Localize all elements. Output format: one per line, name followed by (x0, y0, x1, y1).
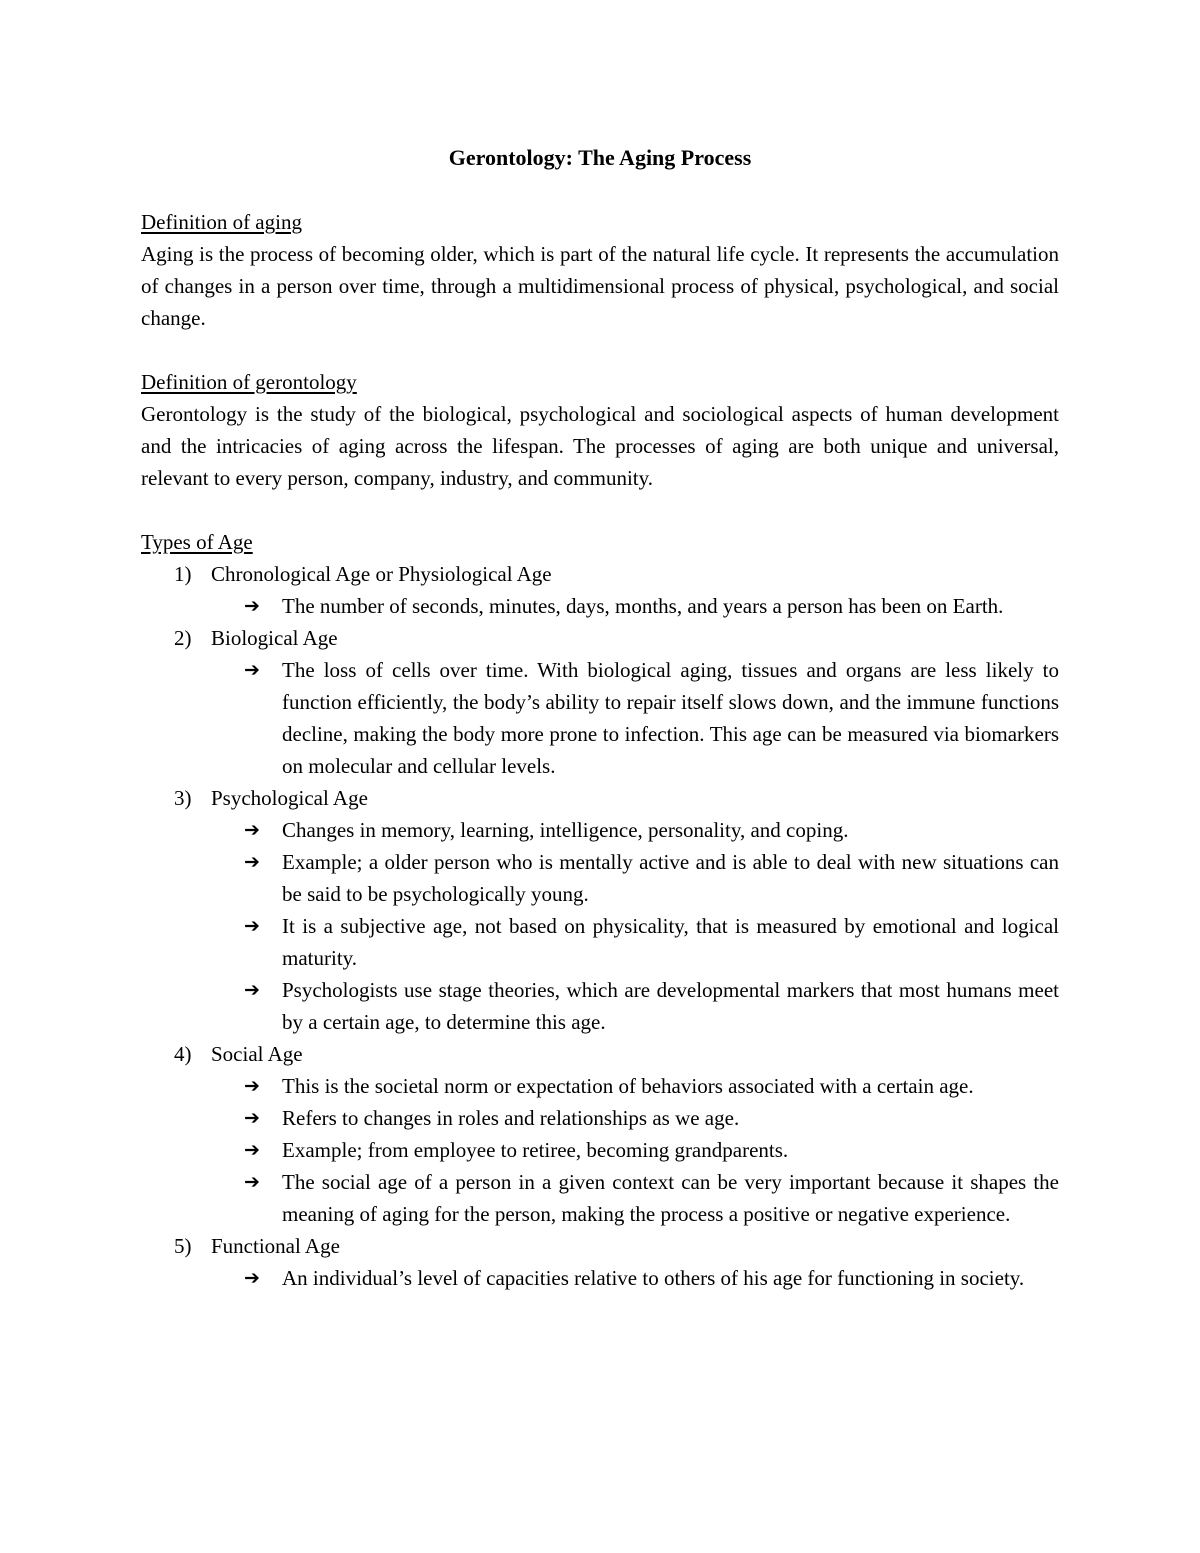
age-type-name: Chronological Age or Physiological Age (211, 562, 552, 586)
section-definition-of-aging (141, 206, 1059, 334)
section-paragraph: Gerontology is the study of the biological, psychological and sociological aspects of human development and the intricacies of aging across the lifespan. The processes of aging are both unique and universal, relevant to every person, company, industry, and community. (141, 402, 1059, 490)
bullet-text: It is a subjective age, not based on physicality, that is measured by emotional and logical maturity. (282, 914, 1059, 970)
right-arrow-icon: ➔ (244, 979, 260, 1001)
bullet-point (211, 1102, 1059, 1134)
bullet-text: Example; a older person who is mentally active and is able to deal with new situations can be said to be psychologically young. (282, 850, 1059, 906)
spacer (141, 174, 1059, 206)
bullet-text: The loss of cells over time. With biological aging, tissues and organs are less likely to function efficiently, the body’s ability to repair itself slows down, and the immune functions decline, making the body more prone to infection. This age can be measured via biomarkers on molecular and cellular levels. (282, 658, 1059, 778)
bullet-text: Example; from employee to retiree, becoming grandparents. (282, 1138, 789, 1162)
types-of-age-list (141, 558, 1059, 1294)
age-type-points (211, 814, 1059, 1038)
bullet-point (211, 1070, 1059, 1102)
section-types-of-age (141, 526, 1059, 1294)
list-number: 2) (174, 626, 192, 650)
spacer (141, 334, 1059, 366)
bullet-text: The number of seconds, minutes, days, months, and years a person has been on Earth. (282, 594, 1004, 618)
list-number: 5) (174, 1234, 192, 1258)
right-arrow-icon: ➔ (244, 1107, 260, 1129)
right-arrow-icon: ➔ (244, 819, 260, 841)
age-type-points (211, 590, 1059, 622)
document-page (141, 142, 1059, 1294)
list-number: 1) (174, 562, 192, 586)
bullet-point (211, 1166, 1059, 1230)
bullet-text: The social age of a person in a given context can be very important because it shapes the meaning of aging for the person, making the process a positive or negative experience. (282, 1170, 1059, 1226)
age-type-item (141, 1230, 1059, 1294)
bullet-point (211, 846, 1059, 910)
right-arrow-icon: ➔ (244, 1139, 260, 1161)
section-paragraph: Aging is the process of becoming older, which is part of the natural life cycle. It represents the accumulation of changes in a person over time, through a multidimensional process of physical, psychological, and social change. (141, 242, 1059, 330)
bullet-text: Psychologists use stage theories, which are developmental markers that most humans meet by a certain age, to determine this age. (282, 978, 1059, 1034)
bullet-point (211, 1262, 1059, 1294)
document-title: Gerontology: The Aging Process (448, 145, 752, 170)
spacer (141, 494, 1059, 526)
list-number: 4) (174, 1042, 192, 1066)
bullet-text: Refers to changes in roles and relationships as we age. (282, 1106, 740, 1130)
right-arrow-icon: ➔ (244, 1171, 260, 1193)
right-arrow-icon: ➔ (244, 1075, 260, 1097)
bullet-point (211, 1134, 1059, 1166)
section-heading: Types of Age (141, 530, 253, 554)
bullet-point (211, 974, 1059, 1038)
right-arrow-icon: ➔ (244, 1267, 260, 1289)
bullet-point (211, 814, 1059, 846)
section-definition-of-gerontology (141, 366, 1059, 494)
bullet-point (211, 910, 1059, 974)
age-type-item (141, 622, 1059, 782)
bullet-text: This is the societal norm or expectation of behaviors associated with a certain age. (282, 1074, 974, 1098)
bullet-point (211, 590, 1059, 622)
age-type-points (211, 1070, 1059, 1230)
age-type-name: Social Age (211, 1042, 303, 1066)
age-type-points (211, 654, 1059, 782)
bullet-text: Changes in memory, learning, intelligence, personality, and coping. (282, 818, 849, 842)
age-type-points (211, 1262, 1059, 1294)
section-heading: Definition of aging (141, 210, 302, 234)
age-type-item (141, 782, 1059, 1038)
right-arrow-icon: ➔ (244, 851, 260, 873)
right-arrow-icon: ➔ (244, 915, 260, 937)
age-type-item (141, 1038, 1059, 1230)
age-type-name: Biological Age (211, 626, 338, 650)
age-type-item (141, 558, 1059, 622)
age-type-name: Functional Age (211, 1234, 340, 1258)
bullet-point (211, 654, 1059, 782)
age-type-name: Psychological Age (211, 786, 368, 810)
right-arrow-icon: ➔ (244, 595, 260, 617)
list-number: 3) (174, 786, 192, 810)
right-arrow-icon: ➔ (244, 659, 260, 681)
section-heading: Definition of gerontology (141, 370, 357, 394)
bullet-text: An individual’s level of capacities relative to others of his age for functioning in society. (282, 1266, 1025, 1290)
